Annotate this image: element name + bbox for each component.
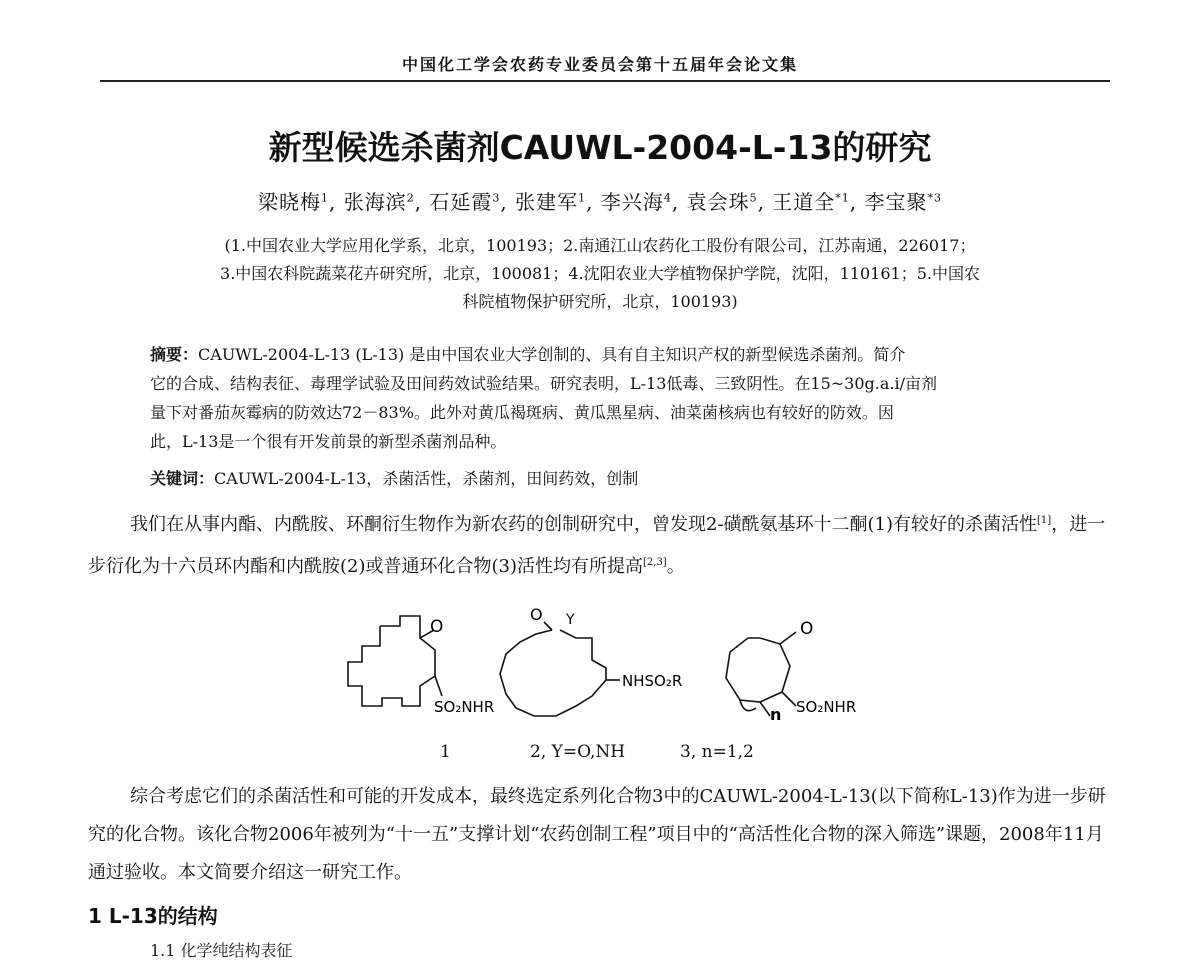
structure-1 (348, 616, 442, 706)
citation: [1] (1037, 515, 1052, 526)
intro-paragraph (88, 502, 1118, 586)
abstract-line: 此，L-13是一个很有开发前景的新型杀菌剂品种。 (150, 432, 507, 451)
author-name: 李兴海 (600, 190, 664, 214)
author-mark: 1 (320, 191, 329, 205)
sulfonamide-label: SO₂NHR (796, 698, 857, 716)
intro-line: 杀菌活性 (965, 514, 1038, 535)
sulfonamide-label: SO₂NHR (434, 698, 495, 716)
intro-end: 。 (666, 556, 685, 577)
oxygen-label: O (430, 617, 444, 637)
keywords-text: CAUWL-2004-L-13，杀菌活性，杀菌剂，田间药效，创制 (214, 469, 639, 488)
author-mark: 3 (492, 191, 501, 205)
keywords (150, 466, 1060, 492)
author-name: 张海滨 (343, 190, 407, 214)
author-mark: 1 (578, 191, 587, 205)
abstract-line: 它的合成、结构表征、毒理学试验及田间药效试验结果。研究表明，L-13低毒、三致阴性。在15~30g.a.i/亩剂 (150, 374, 937, 393)
abstract-label: 摘要： (150, 345, 199, 364)
author-name: 王道全 (772, 190, 836, 214)
sulfonamide-label: NHSO₂R (622, 672, 683, 690)
structure-2 (500, 622, 620, 716)
intro-line: ，进一步衍化为十六员环内酯和内酰胺(2)或普通环化合物(3)活性均有所提高 (88, 514, 1106, 577)
affiliations (150, 232, 1050, 316)
body-line: 性化合物的深入筛选”课题，2008年11月通过验收。本文简要介绍这一研究工作。 (88, 824, 1104, 883)
running-head: 中国化工学会农药专业委员会第十五届年会论文集 (401, 55, 798, 74)
structure-3 (726, 632, 796, 716)
author-mark: *3 (927, 191, 943, 205)
author-list: 梁晓梅$^1$, 张海滨$^2$, 石延霞$^3$, 张建军$^1$, 李兴海$^4$, 袁会珠$^5$, 王道全$^{*1}$, 李宝聚$^{*3}$ (257, 190, 943, 214)
author-name: 袁会珠 (686, 190, 750, 214)
affiliation-line: 3.中国农科院蔬菜花卉研究所，北京，100081；4.沈阳农业大学植物保护学院，沈阳，110161；5.中国农 (220, 264, 980, 283)
author-name: 张建军 (515, 190, 579, 214)
figure-caption: 3, n=1,2 (680, 742, 754, 762)
affiliation-line: 科院植物保护研究所，北京，100193) (462, 292, 738, 311)
abstract-line: CAUWL-2004-L-13 (L-13) 是由中国农业大学创制的、具有自主知识产权的新型候选杀菌剂。简介 (198, 345, 906, 364)
y-label: Y (566, 612, 575, 628)
oxygen-label: O (800, 619, 814, 639)
abstract-line: 量下对番茄灰霉病的防效达72－83%。此外对黄瓜褐斑病、黄瓜黑星病、油菜菌核病也有较好的防效。因 (150, 403, 894, 422)
figure-caption: 1 (440, 742, 451, 762)
intro-line: 我们在从事内酯、内酰胺、环酮衍生物作为新农药的创制研究中，曾发现2-磺酰氨基环十二酮(1)有较好的 (130, 514, 966, 535)
oxygen-label: O (530, 608, 543, 624)
n-subscript: n (770, 705, 782, 724)
author-mark: *1 (835, 191, 850, 205)
body-line: L-13)作为进一步研究的化合物。该化合物2006年被列为“十一五”支撑计划“农药创制工程”项目中的“高活 (88, 786, 1106, 845)
author-name: 梁晓梅 (257, 190, 321, 214)
chemical-structures-figure (330, 608, 890, 728)
structures-svg (330, 608, 890, 728)
author-mark: 2 (406, 191, 415, 205)
section-heading: 1 L-13的结构 (88, 904, 218, 928)
author-name: 李宝聚 (864, 190, 928, 214)
abstract (150, 340, 1060, 456)
affiliation-line: (1.中国农业大学应用化学系，北京，100193；2.南通江山农药化工股份有限公司，江苏南通，226017； (224, 236, 976, 255)
author-mark: 4 (663, 191, 672, 205)
subsection-heading-cut: 1.1 化学纯结构表征 (150, 941, 293, 960)
header-rule (100, 80, 1110, 82)
figure-caption: 2, Y=O,NH (530, 742, 626, 762)
author-mark: 5 (749, 191, 758, 205)
body-paragraph (88, 778, 1118, 892)
paper-title: 新型候选杀菌剂CAUWL-2004-L-13的研究 (268, 128, 932, 167)
keywords-label: 关键词： (150, 469, 215, 488)
author-name: 石延霞 (429, 190, 493, 214)
body-line: 综合考虑它们的杀菌活性和可能的开发成本，最终选定系列化合物3中的CAUWL-2004-L-13(以下简称 (130, 786, 950, 807)
citation: [2,3] (643, 557, 667, 568)
